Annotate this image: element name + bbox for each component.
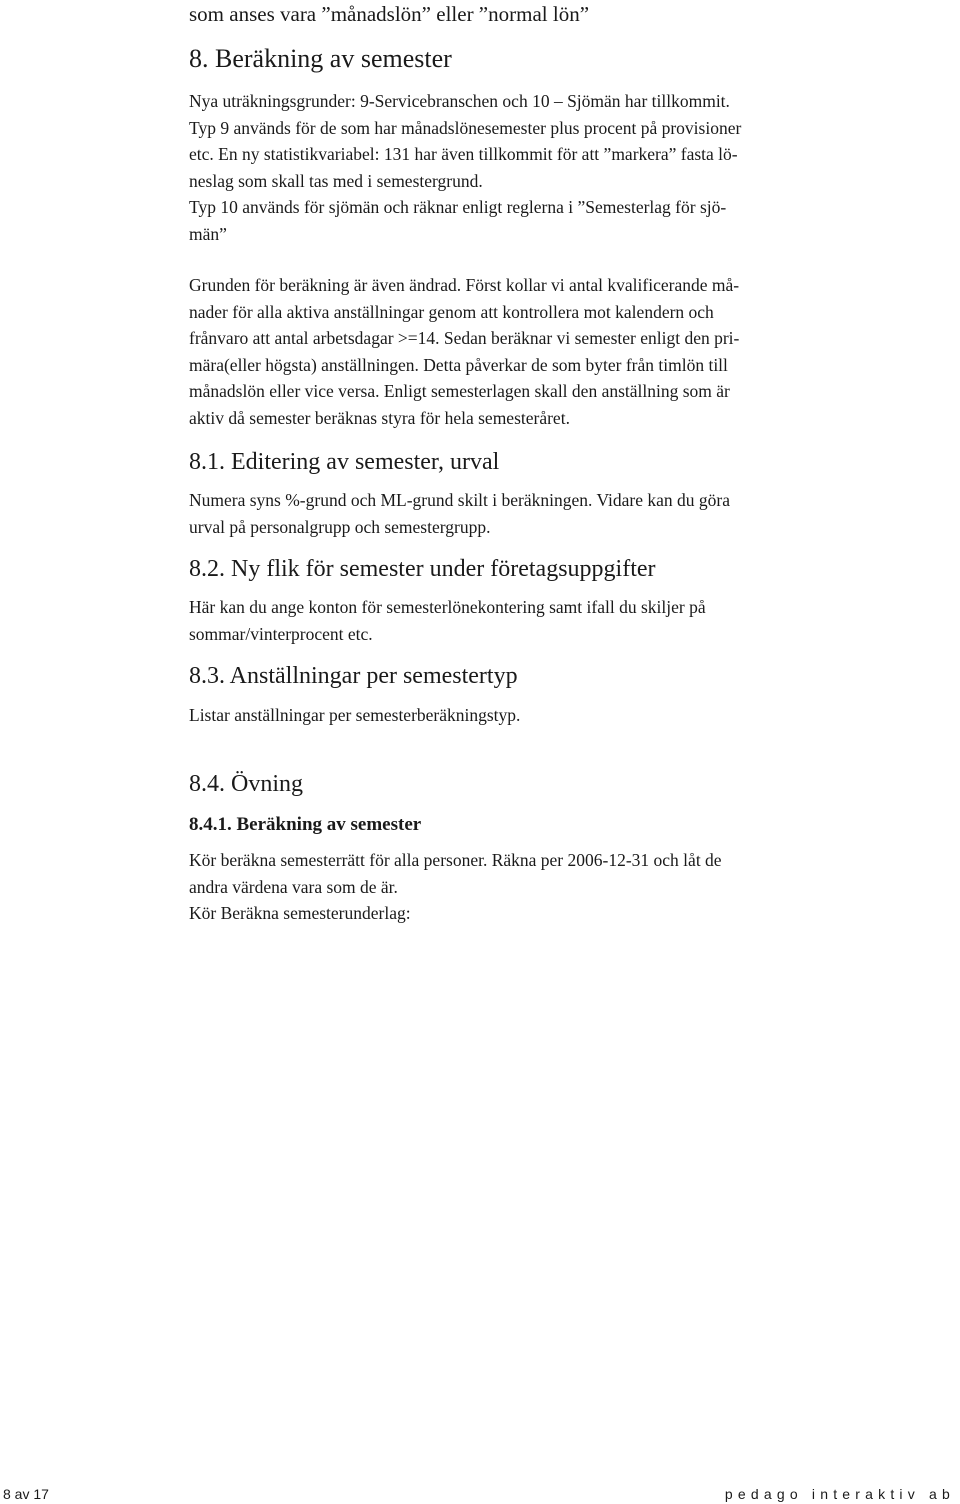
text-line: män” (189, 223, 227, 244)
text-line: etc. En ny statistikvariabel: 131 har även tillkommit för att ”markera” fasta lö- (189, 144, 738, 164)
text-line: Typ 9 används för de som har månadslönesemester plus procent på provisioner (189, 117, 742, 138)
section-8-1-paragraph (189, 487, 730, 540)
section-8-heading: 8. Beräkning av semester (189, 44, 452, 73)
section-8-1-heading: 8.1. Editering av semester, urval (189, 449, 500, 475)
section-8-3-heading: 8.3. Anställningar per semestertyp (189, 663, 518, 689)
section-8-4-1-heading: 8.4.1. Beräkning av semester (189, 814, 422, 835)
text-line: andra värdena vara som de är. (189, 876, 398, 897)
text-line: nader för alla aktiva anställningar genom att kontrollera mot kalendern och (189, 301, 714, 322)
section-8-2-paragraph (189, 594, 706, 647)
text-line: Numera syns %-grund och ML-grund skilt i beräkningen. Vidare kan du göra (189, 490, 730, 510)
text-line: Grunden för beräkning är även ändrad. Först kollar vi antal kvalificerande må- (189, 275, 740, 295)
section-8-3-paragraph (189, 702, 520, 729)
text-line: neslag som skall tas med i semestergrund. (189, 170, 483, 191)
page-number: 8 av 17 (3, 1486, 49, 1502)
text-line: Kör beräkna semesterrätt för alla personer. Räkna per 2006-12-31 och låt de (189, 850, 722, 870)
text-line: sommar/vinterprocent etc. (189, 623, 373, 644)
text-line: Kör Beräkna semesterunderlag: (189, 903, 411, 923)
text-line: aktiv då semester beräknas styra för hela semesteråret. (189, 407, 570, 428)
section-8-paragraph-2 (189, 272, 739, 431)
text-line: Nya uträkningsgrunder: 9-Servicebranschen och 10 – Sjömän har tillkommit. (189, 91, 730, 111)
text-line: månadslön eller vice versa. Enligt semesterlagen skall den anställning som är (189, 381, 730, 401)
text-line: mära(eller högsta) anställningen. Detta påverkar de som byter från timlön till (189, 354, 728, 375)
text-line: Listar anställningar per semesterberäkningstyp. (189, 705, 521, 725)
text-line: Typ 10 används för sjömän och räknar enligt reglerna i ”Semesterlag för sjö- (189, 197, 727, 217)
section-8-4-heading: 8.4. Övning (189, 771, 303, 797)
section-8-paragraph-1 (189, 88, 741, 247)
text-line: urval på personalgrupp och semestergrupp. (189, 516, 491, 537)
section-8-2-heading: 8.2. Ny flik för semester under företagsuppgifter (189, 556, 656, 582)
section-8-4-1-paragraph (189, 847, 722, 927)
company-name: pedago interaktiv ab (724, 1486, 955, 1502)
continued-text-line: som anses vara ”månadslön” eller ”normal lön” (189, 2, 590, 26)
text-line: Här kan du ange konton för semesterlönekontering samt ifall du skiljer på (189, 597, 706, 617)
text-line: frånvaro att antal arbetsdagar >=14. Sedan beräknar vi semester enligt den pri- (189, 328, 740, 348)
